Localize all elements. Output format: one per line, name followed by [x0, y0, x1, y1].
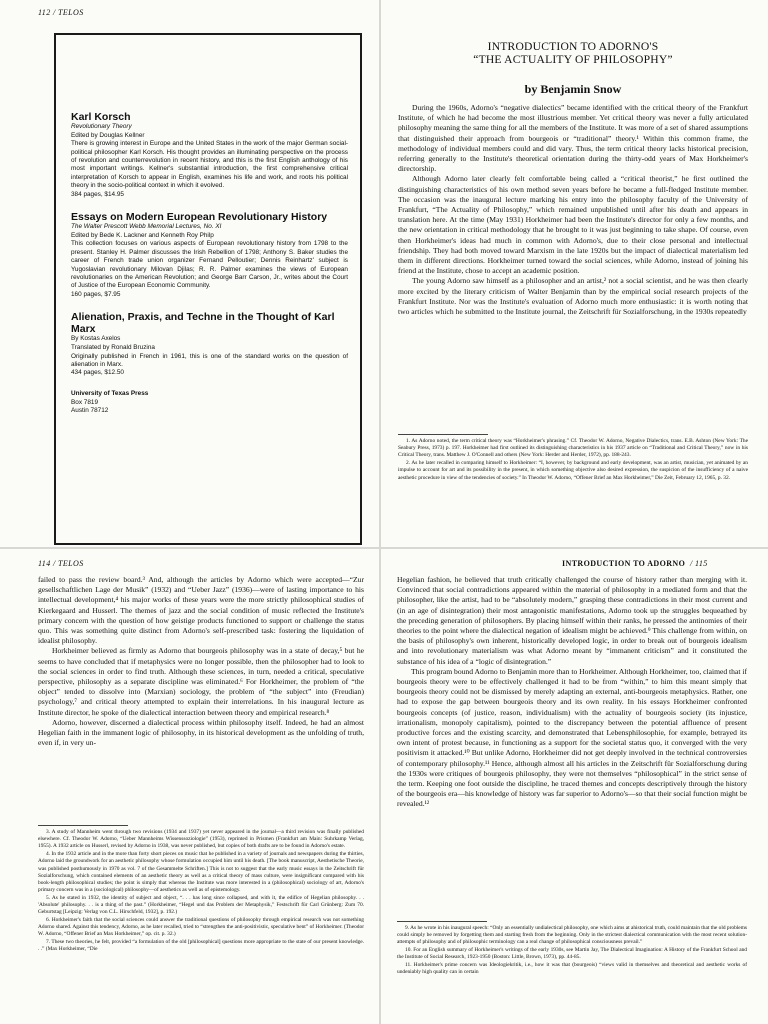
body-paragraph: During the 1960s, Adorno's “negative dialectics” became identified with the critical theory of the Frankfurt Institute, of which he had become the most illustrious member. Yet critical theory was never a fully articulated philosophy meaning the same thing for all the members of the Institute. It was more of a set of shared assumptions that distinguished their approach from bourgeois or “traditional” theory.¹ Within this common frame, the methodology of individual members could and did vary. Thus, the term critical theory lacks historical precision, referring generally to the Institute's theoretical orientation during the thirty-odd years of Max Horkheimer's directorship.: [398, 103, 748, 174]
page-114: [0, 549, 378, 1024]
book-description: There is growing interest in Europe and the United States in the work of the major German social-political philosopher Karl Korsch. His thought provides an illuminating perspective on the process of revolution and counterrevolution in recent history, and this is the first English anthology of his most important writings. Kellner's substantial introduction, the first comprehensive critical interpretation of Korsch to appear in English, examines his life and work, and roots his political theory in the socio-political context in which it evolved.: [71, 140, 348, 190]
book-price: 160 pages, $7.95: [71, 290, 121, 298]
book-author: By Kostas Axelos: [71, 335, 121, 343]
article-body: [397, 575, 747, 917]
footnote: 4. In the 1932 article and in the more than forty short pieces on music that he published in a variety of journals and newspapers during the thirties, Adorno laid the groundwork for an aesthetic philosophy whose formulation occupied him until his death. [The book manuscript, Aesthetische Theorie, was published posthumously in 1970 as vol. 7 of the Gesammelte Schriften.] This is not to suggest that the early music essays in the Zeitschrift für Sozialforschung, which contained elements of an aesthetic theory as well as a critical theory of mass culture, were insignificant compared with his book-length philosophical studies; the point is simply that whereas the Institute was more interested in a (philosophical) sociology of art, Adorno's primary concern was in a (sociological) philosophy—of aesthetics as well as of epistemology.: [38, 851, 364, 894]
publisher-city: Austin 78712: [71, 407, 109, 415]
book-price: 434 pages, $12.50: [71, 369, 124, 377]
body-paragraph: failed to pass the review board.³ And, although the articles by Adorno which were accepted—“Zur gesellschaftlichen Lage der Musik” (1932) and “Ueber Jazz” (1936)—were of lasting importance to his intellectual development,⁴ his major works of these years were the more strictly philosophical studies of Kierkegaard and Husserl. The themes of jazz and the social condition of music reflected the Institute's primary concern with the question of how geistige products functioned to support or challenge the status quo. This was something quite distinct from Adorno's self-prescribed task: fostering the liquidation of idealist philosophy.: [38, 575, 364, 646]
book-description: Originally published in French in 1961, this is one of the standard works on the question of alienation in Marx.: [71, 352, 348, 369]
article-title-line-1: INTRODUCTION TO ADORNO'S: [487, 40, 659, 53]
article-author: by Benjamin Snow: [524, 82, 622, 96]
book-editor: Translated by Ronald Bruzina: [71, 344, 155, 352]
running-head: 114 / TELOS: [38, 559, 84, 568]
book-editor: Edited by Bede K. Lackner and Kenneth Roy Philp: [71, 231, 214, 239]
book-editor: Edited by Douglas Kellner: [71, 131, 145, 139]
running-head-title: INTRODUCTION TO ADORNO: [562, 559, 686, 568]
footnotes: [38, 829, 364, 1021]
article-body: [38, 575, 364, 819]
article-title-line-2: “THE ACTUALITY OF PHILOSOPHY”: [473, 53, 673, 66]
footnote: 11. Horkheimer's prime concern was Ideologiekritik, i.e., how it was that (bourgeois) “views valid in themselves and theoretical and aesthetic works of undeniably high quality can in certain: [397, 962, 747, 976]
footnote: 6. Horkheimer's faith that the social sciences could answer the traditional questions of philosophy through empirical research was not something Adorno shared. Against this tendency, Adorno, as he later recalled, tried to “strengthen the anti-positivistic, speculative bent” of Horkheimer. (Theodor W. Adorno, “Offener Brief an Max Horkheimer,” op. cit. p. 32.): [38, 916, 364, 938]
body-paragraph: Although Adorno later clearly felt comfortable being called a “critical theorist,” he first outlined the distinguishing characteristics of his own method seven years before he became a full-fledged Institute member. The occasion was the inaugural lecture marking his entry into the philosophy faculty of the University of Frankfurt, “The Actuality of Philosophy,” which remained unpublished until after his death and appears in translation here. At the time (May 1931) Horkheimer had been the Institute's director for only a few months, and the new orientation in critical methodology that he brought to it was just beginning to take shape. Of course, even then Horkheimer's ideas had much in common with Adorno's, due to their close personal and intellectual friendship. They had both moved toward Marxism in the late 1920s but the impact of dialectical materialism led them in different directions. Horkheimer turned toward the social sciences, while Adorno, instead of joining his friend at the Institute, chose to accept an academic position.: [398, 174, 748, 276]
footnote: 3. A study of Mannheim went through two revisions (1934 and 1937) yet never appeared in the journal—a third revision was finally published elsewhere. Cf. Theodor W. Adorno, “Ueber Mannheims Wissenssoziologie” (1953), reprinted in Prismen (Frankfurt am Main: Suhrkamp Verlag, 1955). A 1932 article on Husserl, revised by Adorno in 1938, was never published, but copies of both drafts are to be found in Adorno's estate.: [38, 829, 364, 850]
publisher-box: Box 7819: [71, 398, 99, 406]
body-paragraph: The young Adorno saw himself as a philosopher and an artist,² not a social scientist, and he was then clearly more excited by the literary criticism of Walter Benjamin than by the empirical social research projects of the Frankfurt Institute. Nor was the Institute's evaluation of Adorno much more enthusiastic: it is worth noting that two articles which he submitted to the Institute journal, the Zeitschrift für Sozialforschung, in the 1930s repeatedly: [398, 276, 748, 317]
footnotes: [397, 925, 747, 1021]
article-body: [398, 103, 748, 429]
footnote-rule: [398, 434, 488, 435]
book-title: Karl Korsch: [71, 111, 131, 123]
book-description: This collection focuses on various aspects of European revolutionary history from 1798 to the present. Stanley H. Palmer discusses the Irish Rebellion of 1798; Anthony S. Baker studies the career of French trade union organizer Fernand Pelloutier; Dennis Reinhartz' subject is Yugoslavian revolutionary Milovan Djilas; R. R. Palmer examines the views of European revolutionaries on the American Revolution; and George Barr Carson, Jr., writes about the Court of Justice of the European Economic Community.: [71, 240, 348, 290]
page-115: [382, 549, 768, 1024]
body-paragraph: Horkheimer believed as firmly as Adorno that bourgeois philosophy was in a state of decay,⁵ but he seems to have concluded that if metaphysics were no longer possible, then the philosopher had to look to the social sciences in order to find truth. Although these sciences, in turn, needed a critical, speculative perspective, philosophy as a separate discipline was eliminated.⁶ For Horkheimer, the problem of “the object” tended to dissolve into (Marxian) sociology, the problem of “the subject” into (Freudian) psychology,⁷ and critical theory attempted to explain their interrelations. In his inaugural lecture as Institute director, he spoke of the dialectical interaction between theory and empirical research.⁸: [38, 646, 364, 717]
book-price: 384 pages, $14.95: [71, 190, 124, 198]
footnote: 9. As he wrote in his inaugural speech: “Only an essentially undialectical philosophy, one which aims at ahistorical truth, could maintain that the old problems could simply be removed by forgetting them and starting fresh from the beginning. Only in the strictest dialectical communication with the most recent solution-attempts of philosophy and of philosophic terminology can a real change of philosophical consciousness prevail.”: [397, 925, 747, 946]
footnotes: [398, 438, 748, 538]
body-paragraph: Adorno, however, discerned a dialectical process within philosophy itself. Indeed, he had an almost Hegelian faith in the immanent logic of philosophy, in its historical development as the unfolding of truth, even if, in very un-: [38, 717, 364, 748]
running-head: 112 / TELOS: [38, 8, 84, 17]
book-title: Essays on Modern European Revolutionary History: [71, 211, 328, 224]
footnote-rule: [38, 825, 128, 826]
body-paragraph: Hegelian fashion, he believed that truth critically challenged the course of history rather than merging with it. Convinced that social contradictions appeared within the material of philosophy in a mediated form and that the philosopher, like the artist, had to be “absolutely modern,” grasping these contradictions in their most current and (in an age of disintegration) their most antagonistic manifestations, Adorno took up the struggles bequeathed by the preceding generation of philosophers. By placing himself within their ranks, he pressed the antinomies of their theories to the point where the dialectical negation of idealism might be achieved.⁹ This challenge from within, on the basis of philosophy's own inherent, historically developed logic, in order to break out of bourgeois idealism and into revolutionary materialism was what Adorno meant by “immanent criticism” and it constituted the substance of his idea of a “logic of disintegration.”: [397, 575, 747, 666]
footnote: 1. As Adorno noted, the term critical theory was “Horkheimer's phrasing.” Cf. Theodor W. Adorno, Negative Dialectics, trans. E.B. Ashton (New York: The Seabury Press, 1973) p. 197. Horkheimer had first outlined its distinguishing characteristics in his 1937 article on “Traditional and Critical Theory,” now in his Critical Theory, trans. Matthew J. O'Connell and others (New York: Herder and Herder, 1972), pp. 188-243.: [398, 438, 748, 459]
book-subtitle: Revolutionary Theory: [71, 123, 132, 130]
footnote-rule: [397, 921, 487, 922]
publisher-name: University of Texas Press: [71, 390, 149, 398]
footnote: 5. As he stated in 1932, the identity of subject and object, “. . . has long since collapsed, and with it, the edifice of Hegelian philosophy. . . 'Absolute' philosophy. . . is a thing of the past.” (Horkheimer, “Hegel und das Problem der Metaphysik,” Festschrift für Carl Grünberg: Zum 70. Geburtstag [Leipzig: Verlag von C.L. Hirschfeld, 1932], p. 192.): [38, 894, 364, 916]
footnote: 2. As he later recalled in comparing himself to Horkheimer: “I, however, by background and early development, was an artist, musician, yet animated by an impulse to account for art and its possibility in the present, in which something objective also desired expression, the suspicion of the insufficiency of a naive aesthetic procedure in view of the tendencies of society.” In Theodor W. Adorno, “Offener Brief an Max Horkheimer,” Die Zeit, February 12, 1965, p. 32.: [398, 460, 748, 481]
footnote: 10. For an English summary of Horkheimer's writings of the early 1930s, see Martin Jay, The Dialectical Imagination: A History of the Frankfurt School and the Institute of Social Research, 1923-1950 (Boston: Little, Brown, 1973), pp. 44-85.: [397, 947, 747, 961]
book-title: Alienation, Praxis, and Techne in the Thought of Karl Marx: [71, 311, 335, 336]
running-head: [562, 559, 708, 568]
footnote: 7. These two theories, he felt, provided “a formulation of the old [philosophical] questions more appropriate to the state of our present knowledge. . .” (Max Horkheimer, “Die: [38, 939, 364, 953]
body-paragraph: This program bound Adorno to Benjamin more than to Horkheimer. Although Horkheimer, too, claimed that if bourgeois theory were to be effectively challenged it had to be from “within,” to him this meant simply that bourgeois theory could not be dismissed by merely adapting an external, anti-bourgeois metaphysics. Rather, one had to expose the gap between bourgeois theory and its own reality. In his essays Horkheimer confronted bourgeois concepts (of justice, reason, individualism) with the actuality of bourgeois society (its injustice, irrationalism, monopoly capitalism), pointed to the discrepancy between the potential affluence of present productive forces and the existing scarcity, and demonstrated that Lebensphilosophie, for example, betrayed its own intent of protest because, in functioning as a support for the societal status quo, it converged with the very positivism it attacked.¹⁰ But unlike Adorno, Horkheimer did not get deeply involved in the technical controversies of contemporary philosophy.¹¹ Hence, although almost all his articles in the Zeitschrift für Sozialforschung during the 1930s were critiques of bourgeois philosophy, they were not themselves “philosophical” in the strict sense of the term. Keeping one foot outside the discipline, he traced themes and concepts descriptively through the history of the bourgeois era—his knowledge of history was far superior to Adorno's—so that their social function might be revealed.¹²: [397, 666, 747, 809]
page-number: / 115: [690, 559, 708, 568]
book-subtitle: The Walter Prescott Webb Memorial Lectures, No. XI: [71, 223, 222, 231]
